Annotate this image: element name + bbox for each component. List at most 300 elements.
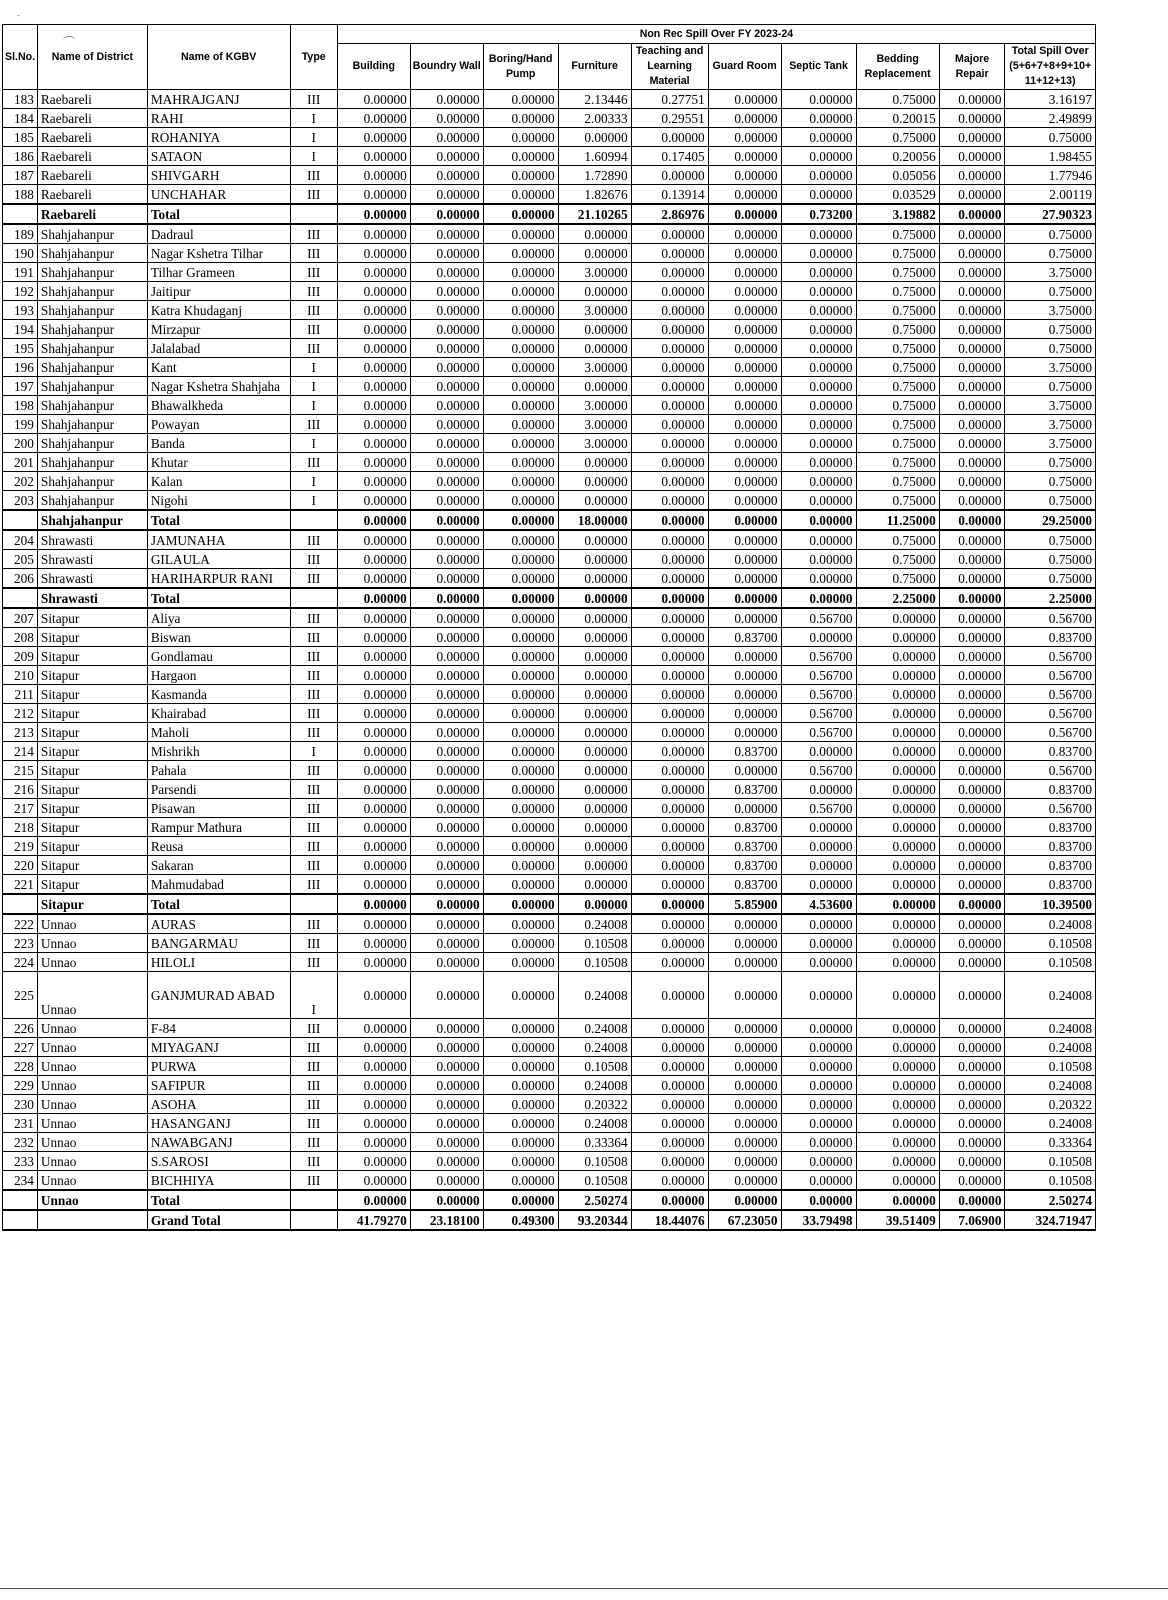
- table-row: [3, 282, 1096, 301]
- sl-cell: 209: [3, 647, 38, 666]
- value-cell: 0.00000: [708, 666, 781, 685]
- value-cell: 0.00000: [631, 666, 708, 685]
- value-cell: 0.00000: [483, 128, 558, 147]
- sl-cell: 201: [3, 453, 38, 472]
- value-cell: 0.00000: [708, 1076, 781, 1095]
- sl-cell: [3, 588, 38, 608]
- value-cell: 0.00000: [410, 166, 483, 185]
- value-cell: 0.00000: [939, 166, 1005, 185]
- value-cell: 0.00000: [483, 1019, 558, 1038]
- value-cell: 0.00000: [939, 972, 1005, 1019]
- value-cell: 0.00000: [708, 491, 781, 511]
- value-cell: 0.00000: [781, 742, 856, 761]
- value-cell: 0.75000: [1005, 320, 1096, 339]
- value-cell: 0.00000: [410, 1095, 483, 1114]
- value-cell: 0.00000: [856, 934, 939, 953]
- value-cell: 0.00000: [708, 761, 781, 780]
- value-cell: 0.00000: [708, 128, 781, 147]
- value-cell: 0.00000: [939, 723, 1005, 742]
- kgbv-cell: Khutar: [147, 453, 290, 472]
- type-cell: [290, 510, 337, 530]
- value-cell: 0.00000: [856, 704, 939, 723]
- value-cell: 0.00000: [483, 780, 558, 799]
- header-district: Name of District: [37, 25, 147, 90]
- kgbv-cell: MIYAGANJ: [147, 1038, 290, 1057]
- kgbv-cell: SAFIPUR: [147, 1076, 290, 1095]
- header-banner: Non Rec Spill Over FY 2023-24: [337, 25, 1095, 44]
- table-row: [3, 1133, 1096, 1152]
- grand-total-row: [3, 1210, 1096, 1230]
- value-cell: 0.00000: [337, 358, 410, 377]
- value-cell: 0.00000: [410, 685, 483, 704]
- value-cell: 0.00000: [781, 224, 856, 244]
- value-cell: 0.00000: [483, 1038, 558, 1057]
- value-cell: 0.00000: [483, 1133, 558, 1152]
- value-cell: 0.00000: [781, 588, 856, 608]
- value-cell: 0.10508: [558, 1171, 631, 1191]
- sl-cell: 186: [3, 147, 38, 166]
- value-cell: 0.00000: [939, 377, 1005, 396]
- value-cell: 0.75000: [856, 224, 939, 244]
- header-boring-hand-pump: Boring/Hand Pump: [483, 44, 558, 90]
- value-cell: 0.00000: [939, 780, 1005, 799]
- value-cell: 2.50274: [558, 1190, 631, 1210]
- value-cell: 33.79498: [781, 1210, 856, 1230]
- district-cell: Sitapur: [37, 761, 147, 780]
- value-cell: 0.00000: [558, 647, 631, 666]
- value-cell: 2.49899: [1005, 109, 1096, 128]
- value-cell: 0.00000: [856, 1171, 939, 1191]
- district-total-row: [3, 1190, 1096, 1210]
- value-cell: 0.29551: [631, 109, 708, 128]
- value-cell: 3.75000: [1005, 301, 1096, 320]
- value-cell: 0.00000: [483, 818, 558, 837]
- value-cell: 5.85900: [708, 894, 781, 914]
- table-row: [3, 953, 1096, 972]
- value-cell: 0.00000: [558, 282, 631, 301]
- header-furniture: Furniture: [558, 44, 631, 90]
- value-cell: 0.00000: [708, 185, 781, 205]
- value-cell: 0.75000: [856, 90, 939, 109]
- value-cell: 3.16197: [1005, 90, 1096, 109]
- value-cell: 0.00000: [631, 704, 708, 723]
- district-cell: Unnao: [37, 953, 147, 972]
- value-cell: 2.13446: [558, 90, 631, 109]
- value-cell: 67.23050: [708, 1210, 781, 1230]
- value-cell: 0.00000: [631, 1019, 708, 1038]
- value-cell: 0.00000: [483, 647, 558, 666]
- value-cell: 0.75000: [856, 491, 939, 511]
- value-cell: 23.18100: [410, 1210, 483, 1230]
- value-cell: 2.25000: [1005, 588, 1096, 608]
- value-cell: 0.00000: [483, 415, 558, 434]
- value-cell: 0.05056: [856, 166, 939, 185]
- value-cell: 0.00000: [410, 1038, 483, 1057]
- value-cell: 0.00000: [337, 934, 410, 953]
- value-cell: 0.00000: [631, 263, 708, 282]
- table-row: [3, 530, 1096, 550]
- type-cell: I: [290, 109, 337, 128]
- value-cell: 0.00000: [483, 1095, 558, 1114]
- value-cell: 0.00000: [631, 453, 708, 472]
- value-cell: 0.56700: [781, 723, 856, 742]
- district-cell: Shrawasti: [37, 550, 147, 569]
- value-cell: 0.00000: [939, 510, 1005, 530]
- value-cell: 0.75000: [856, 415, 939, 434]
- value-cell: 1.72890: [558, 166, 631, 185]
- value-cell: 0.49300: [483, 1210, 558, 1230]
- type-cell: III: [290, 685, 337, 704]
- kgbv-cell: Gondlamau: [147, 647, 290, 666]
- value-cell: 0.27751: [631, 90, 708, 109]
- type-cell: III: [290, 1171, 337, 1191]
- header-septic-tank: Septic Tank: [781, 44, 856, 90]
- type-cell: I: [290, 396, 337, 415]
- table-row: [3, 647, 1096, 666]
- value-cell: 0.00000: [410, 434, 483, 453]
- table-row: [3, 90, 1096, 109]
- district-cell: Sitapur: [37, 704, 147, 723]
- value-cell: 0.00000: [631, 530, 708, 550]
- value-cell: 0.24008: [558, 914, 631, 934]
- value-cell: 0.00000: [856, 837, 939, 856]
- value-cell: 0.00000: [708, 358, 781, 377]
- value-cell: 0.00000: [708, 530, 781, 550]
- value-cell: 27.90323: [1005, 204, 1096, 224]
- value-cell: 0.00000: [483, 723, 558, 742]
- header-boundry-wall: Boundry Wall: [410, 44, 483, 90]
- value-cell: 41.79270: [337, 1210, 410, 1230]
- value-cell: 0.00000: [939, 224, 1005, 244]
- value-cell: 0.00000: [939, 685, 1005, 704]
- value-cell: 3.75000: [1005, 358, 1096, 377]
- value-cell: 0.75000: [856, 472, 939, 491]
- table-row: [3, 320, 1096, 339]
- value-cell: 10.39500: [1005, 894, 1096, 914]
- value-cell: 0.00000: [781, 1190, 856, 1210]
- value-cell: 0.00000: [781, 1038, 856, 1057]
- value-cell: 0.00000: [781, 510, 856, 530]
- value-cell: 0.00000: [939, 953, 1005, 972]
- sl-cell: 225: [3, 972, 38, 1019]
- value-cell: 0.00000: [939, 472, 1005, 491]
- value-cell: 0.00000: [708, 339, 781, 358]
- value-cell: 0.00000: [483, 1057, 558, 1076]
- value-cell: 0.00000: [708, 147, 781, 166]
- value-cell: 0.00000: [856, 1133, 939, 1152]
- district-cell: Unnao: [37, 1019, 147, 1038]
- value-cell: 0.03529: [856, 185, 939, 205]
- value-cell: 0.75000: [856, 128, 939, 147]
- value-cell: 3.75000: [1005, 263, 1096, 282]
- district-cell: Unnao: [37, 1171, 147, 1191]
- sl-cell: 210: [3, 666, 38, 685]
- value-cell: 0.00000: [337, 780, 410, 799]
- value-cell: 0.00000: [939, 1019, 1005, 1038]
- value-cell: 0.00000: [337, 320, 410, 339]
- value-cell: 0.00000: [337, 453, 410, 472]
- value-cell: 0.00000: [631, 894, 708, 914]
- value-cell: 0.24008: [558, 1019, 631, 1038]
- value-cell: 0.00000: [483, 608, 558, 628]
- kgbv-cell: Jalalabad: [147, 339, 290, 358]
- kgbv-cell: SATAON: [147, 147, 290, 166]
- sl-cell: 221: [3, 875, 38, 895]
- district-cell: [37, 1210, 147, 1230]
- value-cell: 0.00000: [337, 856, 410, 875]
- type-cell: III: [290, 530, 337, 550]
- value-cell: 0.00000: [708, 90, 781, 109]
- value-cell: 0.00000: [708, 320, 781, 339]
- type-cell: III: [290, 608, 337, 628]
- header-sl-no: Sl.No.: [3, 25, 38, 90]
- value-cell: 0.00000: [337, 1038, 410, 1057]
- value-cell: 0.00000: [483, 1114, 558, 1133]
- type-cell: III: [290, 282, 337, 301]
- value-cell: 0.00000: [410, 1133, 483, 1152]
- value-cell: 0.75000: [1005, 224, 1096, 244]
- type-cell: III: [290, 263, 337, 282]
- type-cell: I: [290, 377, 337, 396]
- kgbv-cell: Reusa: [147, 837, 290, 856]
- value-cell: 0.00000: [410, 742, 483, 761]
- value-cell: 0.00000: [410, 109, 483, 128]
- value-cell: 0.00000: [337, 282, 410, 301]
- value-cell: 0.00000: [781, 166, 856, 185]
- value-cell: 0.00000: [410, 894, 483, 914]
- value-cell: 0.00000: [337, 510, 410, 530]
- type-cell: III: [290, 415, 337, 434]
- value-cell: 0.00000: [781, 1076, 856, 1095]
- value-cell: 0.00000: [558, 377, 631, 396]
- table-row: [3, 799, 1096, 818]
- district-cell: Raebareli: [37, 90, 147, 109]
- district-cell: Raebareli: [37, 204, 147, 224]
- value-cell: 0.00000: [483, 934, 558, 953]
- value-cell: 0.00000: [558, 588, 631, 608]
- district-cell: Shrawasti: [37, 569, 147, 589]
- page-bottom-rule: [0, 1588, 1168, 1589]
- value-cell: 0.00000: [939, 530, 1005, 550]
- table-row: [3, 934, 1096, 953]
- table-row: [3, 224, 1096, 244]
- value-cell: 0.00000: [939, 415, 1005, 434]
- value-cell: 0.00000: [337, 569, 410, 589]
- value-cell: 0.56700: [1005, 761, 1096, 780]
- value-cell: 0.75000: [856, 244, 939, 263]
- sl-cell: 234: [3, 1171, 38, 1191]
- type-cell: III: [290, 1133, 337, 1152]
- value-cell: 2.00119: [1005, 185, 1096, 205]
- value-cell: 0.00000: [410, 953, 483, 972]
- value-cell: 0.00000: [939, 320, 1005, 339]
- value-cell: 0.83700: [1005, 856, 1096, 875]
- value-cell: 0.00000: [939, 742, 1005, 761]
- value-cell: 0.00000: [410, 491, 483, 511]
- kgbv-cell: Aliya: [147, 608, 290, 628]
- value-cell: 0.00000: [708, 1038, 781, 1057]
- value-cell: 0.00000: [410, 530, 483, 550]
- kgbv-cell: ROHANIYA: [147, 128, 290, 147]
- value-cell: 0.00000: [856, 799, 939, 818]
- district-cell: Sitapur: [37, 723, 147, 742]
- value-cell: 0.00000: [631, 856, 708, 875]
- value-cell: 0.00000: [856, 1076, 939, 1095]
- value-cell: 0.00000: [483, 358, 558, 377]
- value-cell: 0.20322: [558, 1095, 631, 1114]
- value-cell: 0.24008: [1005, 972, 1096, 1019]
- value-cell: 0.24008: [1005, 1114, 1096, 1133]
- value-cell: 0.00000: [939, 608, 1005, 628]
- value-cell: 0.00000: [631, 472, 708, 491]
- value-cell: 0.00000: [708, 914, 781, 934]
- kgbv-cell: Kasmanda: [147, 685, 290, 704]
- value-cell: 0.00000: [781, 109, 856, 128]
- value-cell: 0.75000: [1005, 491, 1096, 511]
- value-cell: 2.00333: [558, 109, 631, 128]
- district-total-row: [3, 510, 1096, 530]
- value-cell: 0.00000: [939, 1133, 1005, 1152]
- value-cell: 0.00000: [939, 818, 1005, 837]
- sl-cell: 220: [3, 856, 38, 875]
- type-cell: I: [290, 358, 337, 377]
- value-cell: 0.56700: [1005, 723, 1096, 742]
- value-cell: 0.00000: [781, 320, 856, 339]
- value-cell: 0.33364: [558, 1133, 631, 1152]
- value-cell: 0.00000: [410, 780, 483, 799]
- value-cell: 0.00000: [410, 1114, 483, 1133]
- value-cell: 0.00000: [631, 818, 708, 837]
- value-cell: 1.82676: [558, 185, 631, 205]
- table-row: [3, 434, 1096, 453]
- type-cell: III: [290, 704, 337, 723]
- value-cell: 0.00000: [410, 282, 483, 301]
- sl-cell: 193: [3, 301, 38, 320]
- value-cell: 0.00000: [708, 396, 781, 415]
- sl-cell: 227: [3, 1038, 38, 1057]
- type-cell: III: [290, 761, 337, 780]
- value-cell: 0.00000: [337, 761, 410, 780]
- header-total-spill-over: Total Spill Over (5+6+7+8+9+10+ 11+12+13): [1005, 44, 1096, 90]
- sl-cell: 229: [3, 1076, 38, 1095]
- value-cell: 0.17405: [631, 147, 708, 166]
- value-cell: 0.00000: [631, 1152, 708, 1171]
- value-cell: 18.44076: [631, 1210, 708, 1230]
- value-cell: 0.00000: [337, 704, 410, 723]
- value-cell: 0.00000: [558, 244, 631, 263]
- value-cell: 0.00000: [631, 377, 708, 396]
- value-cell: 0.00000: [781, 1171, 856, 1191]
- value-cell: 0.00000: [337, 339, 410, 358]
- value-cell: 0.00000: [631, 914, 708, 934]
- value-cell: 0.00000: [631, 358, 708, 377]
- value-cell: 0.00000: [708, 608, 781, 628]
- value-cell: 0.75000: [856, 301, 939, 320]
- sl-cell: 214: [3, 742, 38, 761]
- type-cell: III: [290, 799, 337, 818]
- value-cell: 0.75000: [1005, 569, 1096, 589]
- kgbv-cell: Total: [147, 588, 290, 608]
- value-cell: 0.00000: [939, 185, 1005, 205]
- sl-cell: 202: [3, 472, 38, 491]
- kgbv-cell: Parsendi: [147, 780, 290, 799]
- value-cell: 0.00000: [410, 377, 483, 396]
- value-cell: 0.00000: [410, 90, 483, 109]
- sl-cell: 218: [3, 818, 38, 837]
- value-cell: 0.83700: [708, 780, 781, 799]
- value-cell: 0.00000: [410, 301, 483, 320]
- value-cell: 0.00000: [558, 818, 631, 837]
- value-cell: 0.00000: [483, 666, 558, 685]
- value-cell: 0.00000: [939, 396, 1005, 415]
- value-cell: 0.75000: [856, 263, 939, 282]
- type-cell: I: [290, 472, 337, 491]
- table-row: [3, 1019, 1096, 1038]
- value-cell: 0.83700: [1005, 628, 1096, 647]
- value-cell: 0.20322: [1005, 1095, 1096, 1114]
- value-cell: 0.00000: [631, 301, 708, 320]
- value-cell: 0.00000: [337, 396, 410, 415]
- district-cell: Sitapur: [37, 818, 147, 837]
- value-cell: 0.83700: [708, 742, 781, 761]
- value-cell: 0.00000: [939, 204, 1005, 224]
- value-cell: 0.00000: [483, 377, 558, 396]
- value-cell: 0.00000: [781, 396, 856, 415]
- value-cell: 0.00000: [708, 1171, 781, 1191]
- value-cell: 0.00000: [410, 704, 483, 723]
- table-row: [3, 1171, 1096, 1191]
- value-cell: 0.00000: [939, 914, 1005, 934]
- table-row: [3, 780, 1096, 799]
- value-cell: 3.75000: [1005, 415, 1096, 434]
- value-cell: 0.00000: [631, 415, 708, 434]
- value-cell: 29.25000: [1005, 510, 1096, 530]
- type-cell: III: [290, 339, 337, 358]
- district-cell: Shahjahanpur: [37, 396, 147, 415]
- kgbv-cell: Kalan: [147, 472, 290, 491]
- value-cell: 0.00000: [708, 1095, 781, 1114]
- value-cell: 0.00000: [708, 588, 781, 608]
- kgbv-cell: F-84: [147, 1019, 290, 1038]
- value-cell: 0.33364: [1005, 1133, 1096, 1152]
- value-cell: 0.00000: [483, 875, 558, 895]
- value-cell: 0.00000: [708, 301, 781, 320]
- value-cell: 0.00000: [337, 972, 410, 1019]
- value-cell: 0.00000: [558, 666, 631, 685]
- value-cell: 3.00000: [558, 396, 631, 415]
- table-row: [3, 244, 1096, 263]
- kgbv-cell: Katra Khudaganj: [147, 301, 290, 320]
- value-cell: 0.00000: [939, 301, 1005, 320]
- sl-cell: 191: [3, 263, 38, 282]
- type-cell: III: [290, 780, 337, 799]
- table-row: [3, 875, 1096, 895]
- value-cell: 0.00000: [483, 953, 558, 972]
- kgbv-cell: Total: [147, 510, 290, 530]
- value-cell: 0.00000: [558, 608, 631, 628]
- value-cell: 0.00000: [337, 301, 410, 320]
- district-cell: Sitapur: [37, 608, 147, 628]
- value-cell: 0.00000: [939, 128, 1005, 147]
- district-cell: Shahjahanpur: [37, 263, 147, 282]
- value-cell: 0.00000: [781, 550, 856, 569]
- value-cell: 0.75000: [1005, 244, 1096, 263]
- value-cell: 0.00000: [708, 109, 781, 128]
- kgbv-cell: Bhawalkheda: [147, 396, 290, 415]
- sl-cell: 206: [3, 569, 38, 589]
- table-row: [3, 472, 1096, 491]
- value-cell: 0.00000: [631, 723, 708, 742]
